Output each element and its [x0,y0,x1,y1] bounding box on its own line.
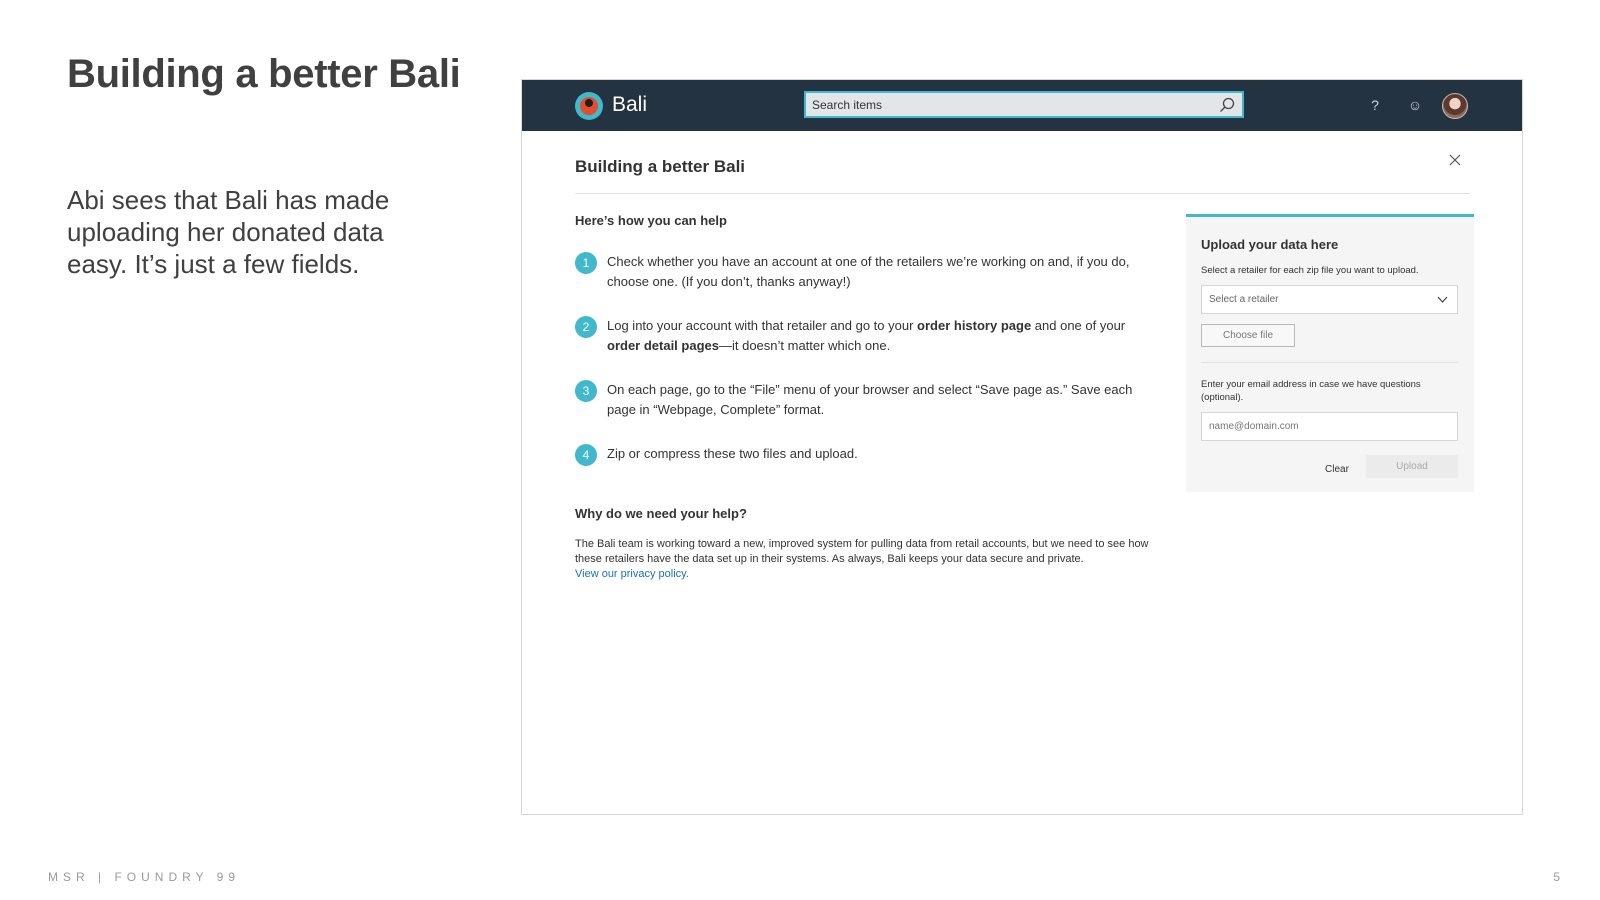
brand-name[interactable]: Bali [612,93,648,116]
step-text: On each page, go to the “File” menu of your browser and select “Save page as.” Save each page in “Webpage, Complete” format. [607,382,1133,417]
choose-file-button[interactable]: Choose file [1201,324,1295,347]
slide-description: Abi sees that Bali has made uploading her donated data easy. It’s just a few fields. [67,185,390,279]
step-text: Log into your account with that retailer and go to your order history page and one of your order detail pages—it doesn’t matter which one. [607,318,1126,353]
help-icon[interactable]: ? [1371,97,1379,113]
search-input[interactable] [806,93,1242,116]
instructions [575,213,1155,582]
panel [575,131,1470,580]
email-field[interactable] [1201,412,1458,441]
step-number: 4 [575,444,597,466]
email-label: Enter your email address in case we have questions (optional). [1201,379,1421,403]
step-number: 1 [575,252,597,274]
step-number: 3 [575,380,597,402]
upload-card [1186,214,1474,492]
step-number: 2 [575,316,597,338]
retailer-select[interactable] [1201,285,1458,314]
bali-logo-icon[interactable] [575,92,603,120]
step-text: Zip or compress these two files and upload. [607,446,858,461]
why-body: The Bali team is working toward a new, improved system for pulling data from retail accounts, but we need to see how these retailers have the data set up in their systems. As always, Bali keeps your data secure and private. View our privacy policy. [575,538,1149,580]
help-heading: Here’s how you can help [575,213,727,228]
avatar[interactable] [1442,93,1468,119]
upload-card-subtitle: Select a retailer for each zip file you want to upload. [1201,265,1419,276]
step-4 [575,444,1155,466]
top-bar [522,80,1522,131]
retailer-select-value: Select a retailer [1209,294,1279,305]
slide-title: Building a better Bali [67,52,461,96]
upload-button[interactable]: Upload [1366,455,1458,478]
chevron-down-icon [1436,293,1449,306]
step-text: Check whether you have an account at one of the retailers we’re working on and, if you do, choose one. (If you don’t, thanks anyway!) [607,254,1130,289]
panel-divider [575,193,1470,194]
search-box[interactable] [804,91,1244,118]
step-3 [575,380,1155,420]
panel-title: Building a better Bali [575,157,746,176]
clear-button[interactable]: Clear [1317,458,1357,480]
privacy-policy-link[interactable]: View our privacy policy. [575,568,689,580]
slide-footer: MSR | FOUNDRY 99 [48,870,241,884]
search-icon[interactable] [1218,96,1236,114]
upload-card-title: Upload your data here [1201,237,1339,252]
step-1 [575,252,1155,292]
app-window [521,79,1523,815]
why-heading: Why do we need your help? [575,506,747,521]
feedback-icon[interactable]: ☺ [1407,97,1423,113]
close-icon[interactable] [1448,153,1462,167]
card-divider [1201,362,1458,363]
step-2 [575,316,1155,356]
slide-page-number: 5 [1553,870,1560,884]
